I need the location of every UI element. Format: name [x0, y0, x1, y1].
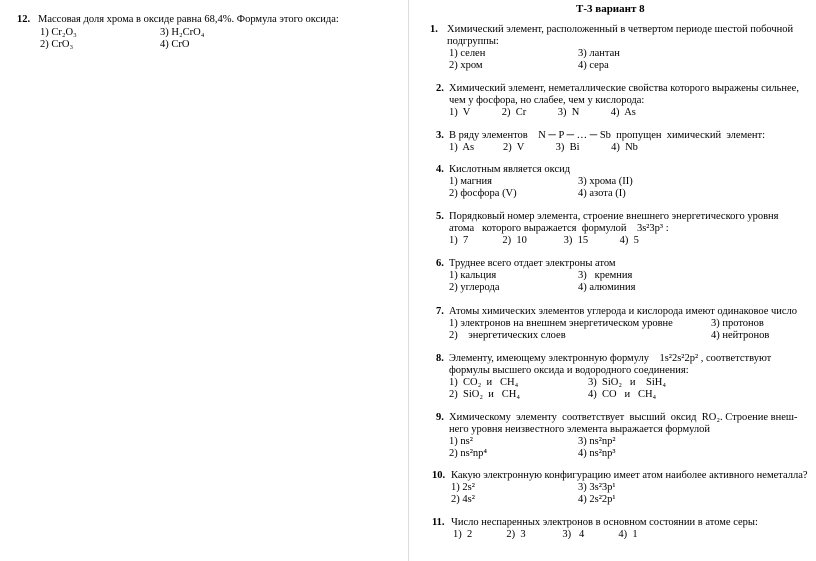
question-4-number: 4. — [436, 164, 444, 175]
question-8-line-1: Элементу, имеющему электронную формулу 1s²2s²2p² , соответствуют — [449, 353, 772, 364]
question-1-option-3: 3) лантан — [578, 48, 620, 59]
question-3-options: 1) As 2) V 3) Bi 4) Nb — [449, 142, 638, 153]
question-2-number: 2. — [436, 83, 444, 94]
question-7-option-4: 4) нейтронов — [711, 330, 770, 341]
question-12-option-1: 1) Cr₂O₃ — [40, 27, 77, 38]
question-10-number: 10. — [432, 470, 446, 481]
question-11-options: 1) 2 2) 3 3) 4 4) 1 — [453, 529, 638, 540]
question-1-number: 1. — [430, 24, 438, 35]
question-9-option-4: 4) ns²np³ — [578, 448, 616, 459]
question-12-option-2: 2) CrO₃ — [40, 39, 74, 50]
question-4-option-4: 4) азота (I) — [578, 188, 626, 199]
question-4-option-2: 2) фосфора (V) — [449, 188, 517, 199]
question-4-option-3: 3) хрома (II) — [578, 176, 633, 187]
question-2-line-2: чем у фосфора, но слабее, чем у кислорода: — [449, 95, 645, 106]
test-title: Т-3 вариант 8 — [576, 3, 645, 15]
question-4-line-1: Кислотным является оксид — [449, 164, 571, 175]
question-3-line-1: В ряду элементов N ─ P ─ … ─ Sb пропущен химический элемент: — [449, 130, 765, 141]
question-5-number: 5. — [436, 211, 444, 222]
question-11-line-1: Число неспаренных электронов в основном состоянии в атоме серы: — [451, 517, 758, 528]
question-6-line-1: Труднее всего отдает электроны атом — [449, 258, 616, 269]
question-1-option-1: 1) селен — [449, 48, 486, 59]
question-9-line-1: Химическому элементу соответствует высший оксид RO₂. Строение внеш- — [449, 412, 798, 423]
question-9-option-3: 3) ns²np² — [578, 436, 616, 447]
question-10-option-3: 3) 3s²3p¹ — [578, 482, 616, 493]
question-1-line-2: подгруппы: — [447, 36, 499, 47]
question-7-option-2: 2) энергетических слоев — [449, 330, 566, 341]
question-12-option-4: 4) CrO — [160, 39, 190, 50]
question-9-option-1: 1) ns² — [449, 436, 473, 447]
question-1-line-1: Химический элемент, расположенный в четвертом периоде шестой побочной — [447, 24, 794, 35]
question-7-number: 7. — [436, 306, 444, 317]
question-5-line-1: Порядковый номер элемента, строение внешнего энергетического уровня — [449, 211, 779, 222]
question-8-option-3: 3) SiO₂ и SiH₄ — [588, 377, 666, 388]
question-12-text: Массовая доля хрома в оксиде равна 68,4%. Формула этого оксида: — [38, 14, 339, 25]
question-7-option-3: 3) протонов — [711, 318, 764, 329]
question-7-line-1: Атомы химических элементов углерода и кислорода имеют одинаковое число — [449, 306, 798, 317]
question-5-line-2: атома которого выражается формулой 3s²3p³ : — [449, 223, 669, 234]
question-12-number: 12. — [17, 14, 31, 25]
question-10-option-4: 4) 2s²2p¹ — [578, 494, 616, 505]
question-6-option-4: 4) алюминия — [578, 282, 636, 293]
question-8-line-2: формулы высшего оксида и водородного соединения: — [449, 365, 689, 376]
question-6-number: 6. — [436, 258, 444, 269]
question-10-option-1: 1) 2s² — [451, 482, 475, 493]
question-3-number: 3. — [436, 130, 444, 141]
question-2-options: 1) V 2) Cr 3) N 4) As — [449, 107, 636, 118]
question-5-options: 1) 7 2) 10 3) 15 4) 5 — [449, 235, 639, 246]
question-6-option-1: 1) кальция — [449, 270, 497, 281]
question-1-option-2: 2) хром — [449, 60, 483, 71]
question-4-option-1: 1) магния — [449, 176, 492, 187]
question-9-option-2: 2) ns²np⁴ — [449, 448, 488, 459]
question-1-option-4: 4) сера — [578, 60, 609, 71]
question-9-line-2: него уровня неизвестного элемента выражается формулой — [449, 424, 711, 435]
page-divider — [408, 0, 409, 561]
question-6-option-3: 3) кремния — [578, 270, 633, 281]
question-7-option-1: 1) электронов на внешнем энергетическом уровне — [449, 318, 673, 329]
question-2-line-1: Химический элемент, неметаллические свойства которого выражены сильнее, — [449, 83, 799, 94]
question-8-option-2: 2) SiO₂ и CH₄ — [449, 389, 520, 400]
question-9-number: 9. — [436, 412, 444, 423]
question-6-option-2: 2) углерода — [449, 282, 500, 293]
question-8-number: 8. — [436, 353, 444, 364]
question-11-number: 11. — [432, 517, 445, 528]
question-10-option-2: 2) 4s² — [451, 494, 475, 505]
question-8-option-1: 1) CO₂ и CH₄ — [449, 377, 519, 388]
question-10-line-1: Какую электронную конфигурацию имеет атом наиболее активного неметалла? — [451, 470, 808, 481]
question-12-option-3: 3) H₂CrO₄ — [160, 27, 205, 38]
question-8-option-4: 4) CO и CH₄ — [588, 389, 657, 400]
